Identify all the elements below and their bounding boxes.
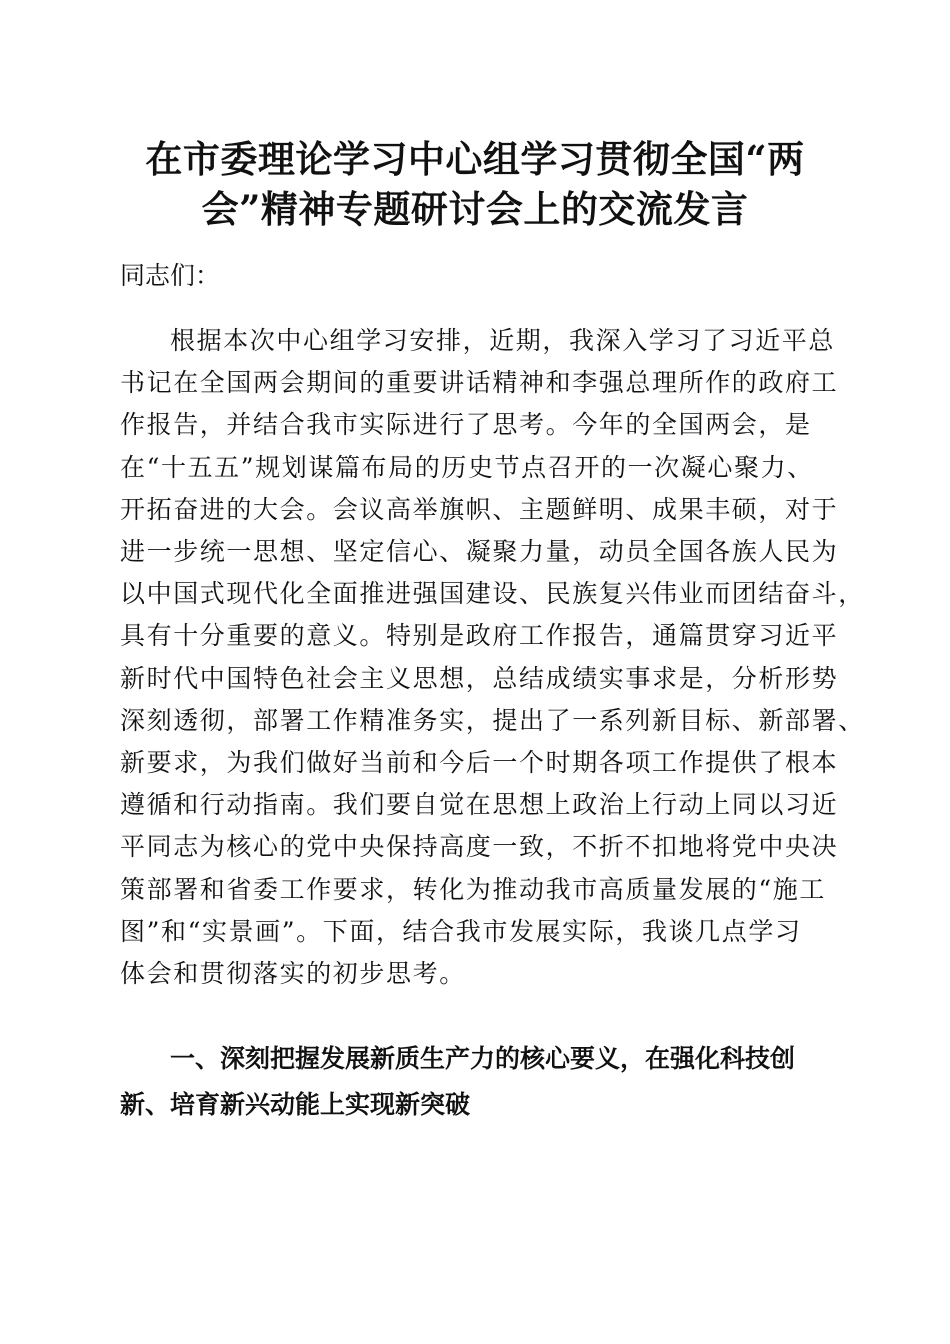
paragraph-line: 深刻透彻，部署工作精准务实，提出了一系列新目标、新部署、 bbox=[120, 705, 865, 735]
paragraph-line: 图”和“实景画”。下面，结合我市发展实际，我谈几点学习 bbox=[120, 916, 802, 946]
paragraph-line: 根据本次中心组学习安排，近期，我深入学习了习近平总 bbox=[170, 326, 836, 355]
paragraph-line: 新时代中国特色社会主义思想，总结成绩实事求是，分析形势 bbox=[120, 663, 839, 693]
paragraph-line: 具有十分重要的意义。特别是政府工作报告，通篇贯穿习近平 bbox=[120, 621, 839, 651]
paragraph-line: 体会和贯彻落实的初步思考。 bbox=[120, 959, 466, 989]
section-heading bbox=[120, 1036, 832, 1128]
document-title bbox=[120, 134, 830, 234]
paragraph-line: 开拓奋进的大会。会议高举旗帜、主题鲜明、成果丰硕，对于 bbox=[120, 494, 839, 524]
salutation: 同志们： bbox=[120, 261, 221, 290]
paragraph-line: 新要求，为我们做好当前和今后一个时期各项工作提供了根本 bbox=[120, 748, 839, 778]
paragraph-line: 作报告，并结合我市实际进行了思考。今年的全国两会，是 bbox=[120, 410, 812, 440]
title-line: 会”精神专题研讨会上的交流发言 bbox=[201, 187, 749, 231]
paragraph-line: 在“十五五”规划谋篇布局的历史节点召开的一次凝心聚力、 bbox=[120, 452, 814, 482]
heading-line: 一、深刻把握发展新质生产力的核心要义，在强化科技创 bbox=[170, 1044, 796, 1073]
title-line: 在市委理论学习中心组学习贯彻全国“两 bbox=[145, 137, 805, 181]
paragraph-line: 策部署和省委工作要求，转化为推动我市高质量发展的“施工 bbox=[120, 874, 826, 904]
paragraph-line: 以中国式现代化全面推进强国建设、民族复兴伟业而团结奋斗， bbox=[120, 579, 865, 609]
paragraph-line: 平同志为核心的党中央保持高度一致，不折不扣地将党中央决 bbox=[120, 832, 839, 862]
paragraph-line: 书记在全国两会期间的重要讲话精神和李强总理所作的政府工 bbox=[120, 368, 839, 398]
paragraph-line: 遵循和行动指南。我们要自觉在思想上政治上行动上同以习近 bbox=[120, 790, 839, 820]
paragraph-line: 进一步统一思想、坚定信心、凝聚力量，动员全国各族人民为 bbox=[120, 537, 839, 567]
heading-line: 新、培育新兴动能上实现新突破 bbox=[120, 1090, 471, 1119]
body-paragraph bbox=[120, 320, 865, 995]
